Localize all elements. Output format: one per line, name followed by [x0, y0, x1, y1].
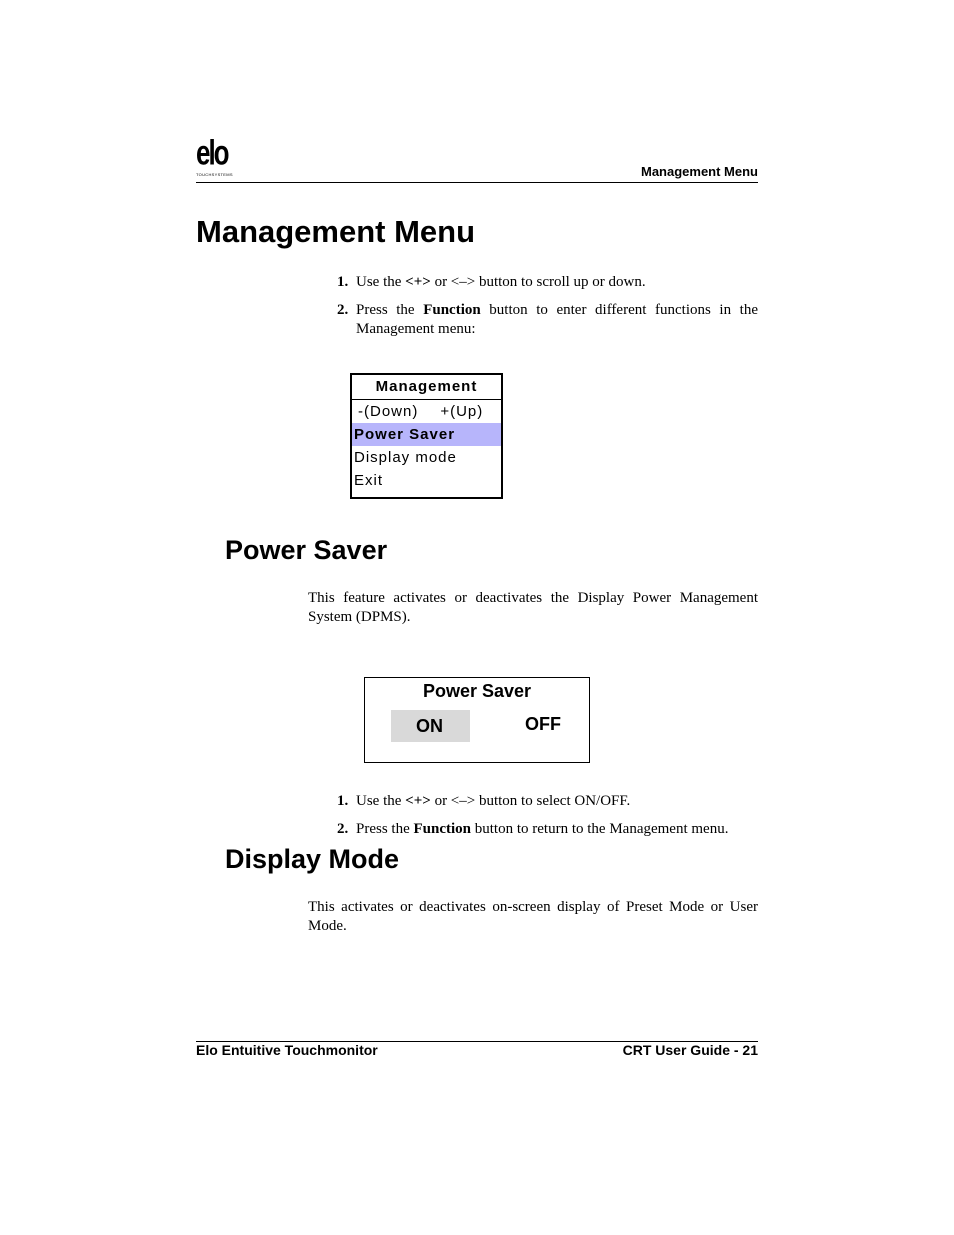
footer-page: CRT User Guide - 21: [622, 1042, 758, 1058]
footer-left: Elo Entuitive Touchmonitor: [196, 1042, 378, 1058]
power-saver-osd: [364, 677, 590, 763]
intro-steps: [337, 273, 758, 339]
step-text: Use the: [356, 793, 406, 809]
running-header: Management Menu: [640, 164, 758, 179]
osd-item-power-saver: Power Saver: [352, 423, 501, 446]
step-text: or <–> button to select ON/OFF.: [430, 793, 631, 809]
list-item: [337, 273, 758, 292]
step-bold: Function: [423, 302, 481, 318]
list-item: [337, 792, 758, 811]
down-label: -(Down): [358, 403, 419, 420]
display-mode-description: This activates or deactivates on-screen display of Preset Mode or User Mode.: [308, 899, 758, 934]
on-option: ON: [391, 710, 470, 742]
step-text: Press the: [356, 821, 414, 837]
osd-item-exit: Exit: [354, 472, 384, 489]
section-heading-power-saver: Power Saver: [225, 535, 388, 565]
power-saver-description: This feature activates or deactivates the Display Power Management System (DPMS).: [308, 590, 758, 625]
step-text: or <–> button to scroll up or down.: [430, 274, 646, 290]
step-text: button to enter different functions in the Management menu:: [356, 302, 758, 337]
step-number: 1.: [337, 274, 349, 290]
list-item: [337, 820, 758, 839]
elo-logo: [196, 132, 236, 178]
step-bold: <+>: [405, 793, 431, 809]
step-number: 2.: [337, 302, 349, 318]
off-option: OFF: [525, 714, 561, 734]
power-saver-steps: [337, 792, 758, 839]
osd-title: Management: [352, 375, 501, 400]
logo-text: elo: [196, 132, 228, 173]
section-heading-display-mode: Display Mode: [225, 844, 400, 874]
header-divider: [196, 182, 758, 183]
page-title: Management Menu: [196, 214, 476, 249]
logo-subtext: TOUCHSYSTEMS: [196, 172, 233, 177]
step-bold: Function: [413, 821, 472, 837]
step-number: 1.: [337, 793, 349, 809]
osd-nav-row: [352, 400, 501, 423]
step-number: 2.: [337, 821, 349, 837]
step-bold: <+>: [405, 274, 431, 290]
list-item: [337, 301, 758, 339]
up-label: +(Up): [440, 403, 484, 420]
step-text: Use the: [356, 274, 406, 290]
management-osd: [350, 373, 503, 499]
osd-title: Power Saver: [422, 681, 532, 701]
step-text: Press the: [356, 302, 424, 318]
step-text: button to return to the Management menu.: [471, 821, 729, 837]
osd-item-display-mode: Display mode: [354, 449, 457, 466]
